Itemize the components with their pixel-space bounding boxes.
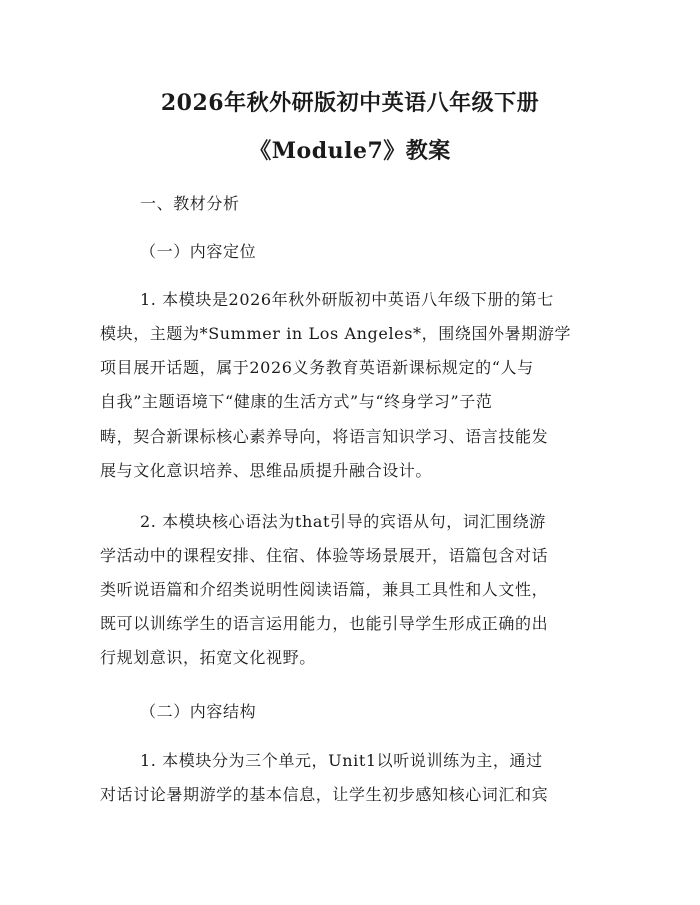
paragraph-3-line: 对话讨论暑期游学的基本信息，让学生初步感知核心词汇和宾 <box>100 785 549 804</box>
document-title-line-1: 2026年秋外研版初中英语八年级下册 <box>160 90 540 116</box>
paragraph-3-line: 1. 本模块分为三个单元，Unit1以听说训练为主，通过 <box>140 751 543 770</box>
paragraph-2-line: 学活动中的课程安排、住宿、体验等场景展开，语篇包含对话 <box>100 546 549 565</box>
paragraph-2-line: 既可以训练学生的语言运用能力，也能引导学生形成正确的出 <box>100 614 549 633</box>
paragraph-1-line: 项目展开话题，属于2026义务教育英语新课标规定的“人与 <box>100 358 534 377</box>
paragraph-1-line: 1. 本模块是2026年秋外研版初中英语八年级下册的第七 <box>140 290 554 309</box>
paragraph-2-line: 类听说语篇和介绍类说明性阅读语篇，兼具工具性和人文性， <box>100 580 549 599</box>
paragraph-1-line: 畴，契合新课标核心素养导向，将语言知识学习、语言技能发 <box>100 427 549 446</box>
paragraph-2-line: 2. 本模块核心语法为that引导的宾语从句，词汇围绕游 <box>140 512 546 531</box>
section-heading-teaching-material-analysis: 一、教材分析 <box>140 194 240 213</box>
paragraph-1-line: 模块，主题为*Summer in Los Angeles*，围绕国外暑期游学 <box>100 324 572 343</box>
paragraph-1-line: 自我”主题语境下“健康的生活方式”与“终身学习”子范 <box>100 392 493 411</box>
document-title-line-2: 《Module7》教案 <box>249 138 451 164</box>
subsection-heading-content-positioning: （一）内容定位 <box>140 242 257 261</box>
paragraph-1-line: 展与文化意识培养、思维品质提升融合设计。 <box>100 461 433 480</box>
paragraph-2-line: 行规划意识，拓宽文化视野。 <box>100 648 316 667</box>
subsection-heading-content-structure: （二）内容结构 <box>140 702 257 721</box>
